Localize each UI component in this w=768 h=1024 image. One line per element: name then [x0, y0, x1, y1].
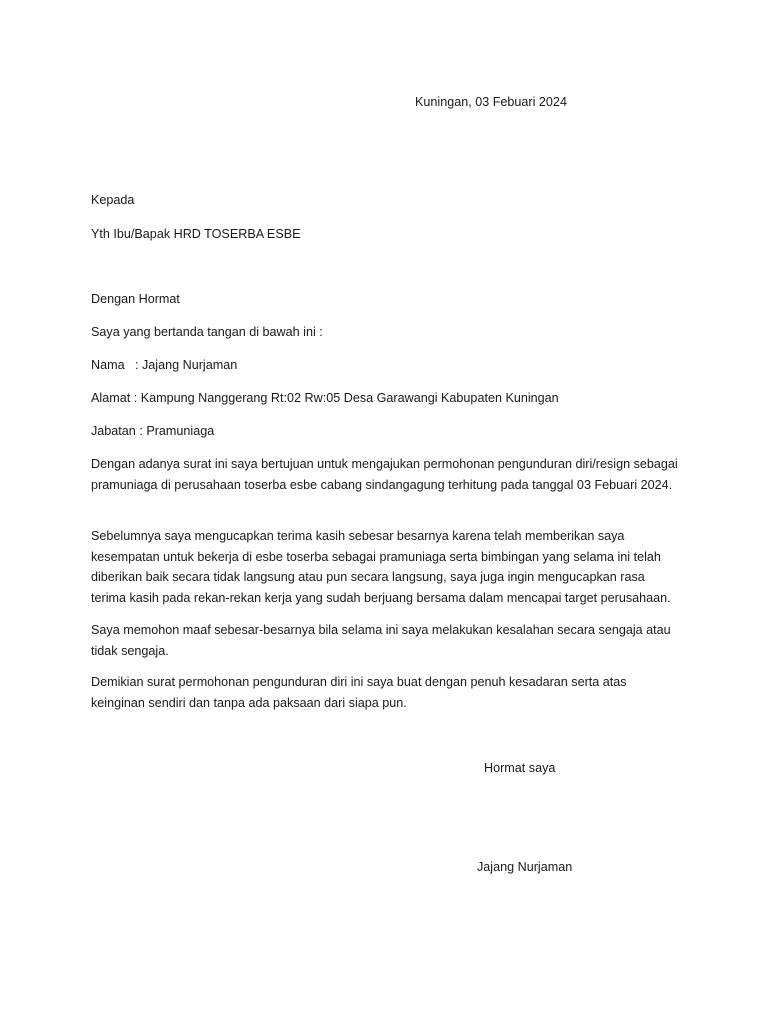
field-jabatan-label: Jabatan [91, 424, 136, 438]
place-date: Kuningan, 03 Febuari 2024 [415, 95, 567, 109]
field-nama-value: : Jajang Nurjaman [135, 358, 238, 372]
field-jabatan [91, 421, 214, 442]
salutation: Dengan Hormat [91, 292, 180, 306]
field-nama [91, 355, 237, 376]
body-paragraph: Sebelumnya saya mengucapkan terima kasih sebesar besarnya karena telah memberikan saya kesempatan untuk bekerja di esbe toserba sebagai pramuniaga serta bimbingan yang selama ini telah diberikan baik secara tidak langsung atau pun secara langsung, saya juga ingin mengucapkan rasa terima kasih pada rekan-rekan kerja yang sudah berjuang bersama dalam mencapai target perusahaan. [91, 529, 671, 605]
field-nama-label: Nama [91, 358, 125, 372]
signer-name: Jajang Nurjaman [477, 860, 573, 874]
field-alamat-label: Alamat [91, 391, 131, 405]
closing: Hormat saya [484, 761, 556, 775]
body-paragraph: Dengan adanya surat ini saya bertujuan untuk mengajukan permohonan pengunduran diri/resign sebagai pramuniaga di perusahaan toserba esbe cabang sindangagung terhitung pada tanggal 03 Febuari 2024. [91, 457, 678, 492]
body-paragraph: Demikian surat permohonan pengunduran diri ini saya buat dengan penuh kesadaran serta atas keinginan sendiri dan tanpa ada paksaan dari siapa pun. [91, 675, 627, 710]
field-jabatan-value: : Pramuniaga [135, 424, 215, 438]
body-paragraph: Saya memohon maaf sebesar-besarnya bila selama ini saya melakukan kesalahan secara sengaja atau tidak sengaja. [91, 623, 671, 658]
field-alamat-value: : Kampung Nanggerang Rt:02 Rw:05 Desa Garawangi Kabupaten Kuningan [130, 391, 559, 405]
recipient: Yth Ibu/Bapak HRD TOSERBA ESBE [91, 227, 301, 241]
intro-line: Saya yang bertanda tangan di bawah ini : [91, 325, 323, 339]
recipient-greeting: Kepada [91, 193, 135, 207]
field-alamat [91, 388, 559, 409]
